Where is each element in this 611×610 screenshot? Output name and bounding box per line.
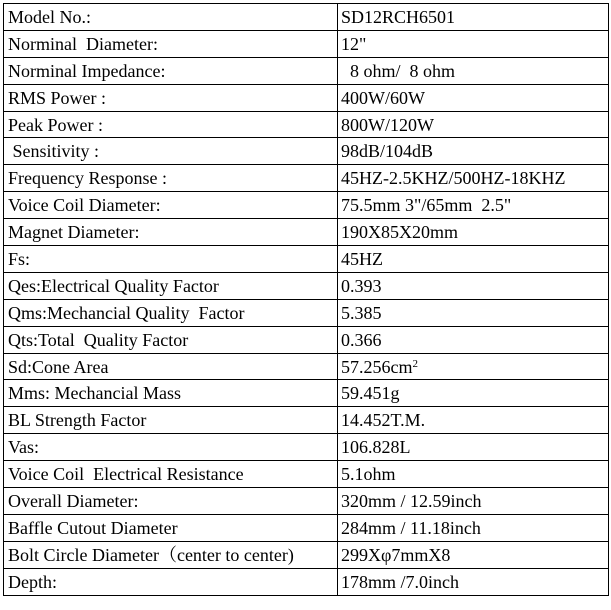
spec-label: Voice Coil Diameter: <box>4 192 338 219</box>
table-row <box>4 111 609 138</box>
table-row <box>4 541 609 568</box>
spec-value: 320mm / 12.59inch <box>338 488 609 515</box>
table-row <box>4 380 609 407</box>
table-row <box>4 30 609 57</box>
spec-value: 178mm /7.0inch <box>338 568 609 595</box>
table-row <box>4 4 609 31</box>
table-row <box>4 488 609 515</box>
spec-label: Model No.: <box>4 4 338 31</box>
spec-value: 5.385 <box>338 299 609 326</box>
table-row <box>4 299 609 326</box>
spec-label: Baffle Cutout Diameter <box>4 514 338 541</box>
spec-value: 45HZ-2.5KHZ/500HZ-18KHZ <box>338 165 609 192</box>
spec-value: 5.1ohm <box>338 461 609 488</box>
spec-value: 0.366 <box>338 326 609 353</box>
table-row <box>4 514 609 541</box>
spec-table <box>3 3 609 596</box>
spec-value: 299Xφ7mmX8 <box>338 541 609 568</box>
spec-value: 75.5mm 3"/65mm 2.5" <box>338 192 609 219</box>
spec-value: 190X85X20mm <box>338 219 609 246</box>
table-row <box>4 326 609 353</box>
spec-label: Peak Power : <box>4 111 338 138</box>
table-row <box>4 353 609 380</box>
table-row <box>4 138 609 165</box>
spec-label: Magnet Diameter: <box>4 219 338 246</box>
spec-label: Overall Diameter: <box>4 488 338 515</box>
spec-label: Mms: Mechancial Mass <box>4 380 338 407</box>
spec-value: SD12RCH6501 <box>338 4 609 31</box>
spec-label: Norminal Diameter: <box>4 30 338 57</box>
spec-label: Sensitivity : <box>4 138 338 165</box>
table-row <box>4 57 609 84</box>
table-row <box>4 219 609 246</box>
table-row <box>4 192 609 219</box>
spec-label: Vas: <box>4 434 338 461</box>
spec-label: Fs: <box>4 246 338 273</box>
spec-label: Sd:Cone Area <box>4 353 338 380</box>
table-row <box>4 165 609 192</box>
spec-label: BL Strength Factor <box>4 407 338 434</box>
spec-value: 284mm / 11.18inch <box>338 514 609 541</box>
spec-value: 14.452T.M. <box>338 407 609 434</box>
spec-table-body <box>4 4 609 596</box>
spec-value: 59.451g <box>338 380 609 407</box>
spec-value: 800W/120W <box>338 111 609 138</box>
table-row <box>4 568 609 595</box>
spec-value: 98dB/104dB <box>338 138 609 165</box>
spec-value: 12" <box>338 30 609 57</box>
spec-value <box>338 353 609 380</box>
spec-value: 400W/60W <box>338 84 609 111</box>
table-row <box>4 461 609 488</box>
spec-label: Frequency Response : <box>4 165 338 192</box>
spec-label: Qts:Total Quality Factor <box>4 326 338 353</box>
spec-value-text: 57.256cm <box>341 356 413 377</box>
spec-label: Voice Coil Electrical Resistance <box>4 461 338 488</box>
spec-label: Depth: <box>4 568 338 595</box>
spec-label: Norminal Impedance: <box>4 57 338 84</box>
table-row <box>4 272 609 299</box>
spec-label: Qms:Mechancial Quality Factor <box>4 299 338 326</box>
spec-value: 45HZ <box>338 246 609 273</box>
spec-value-superscript: 2 <box>412 357 418 370</box>
spec-value: 8 ohm/ 8 ohm <box>338 57 609 84</box>
spec-value: 0.393 <box>338 272 609 299</box>
spec-label: Qes:Electrical Quality Factor <box>4 272 338 299</box>
spec-label: Bolt Circle Diameter（center to center) <box>4 541 338 568</box>
spec-label: RMS Power : <box>4 84 338 111</box>
table-row <box>4 84 609 111</box>
table-row <box>4 246 609 273</box>
table-row <box>4 407 609 434</box>
table-row <box>4 434 609 461</box>
spec-value: 106.828L <box>338 434 609 461</box>
